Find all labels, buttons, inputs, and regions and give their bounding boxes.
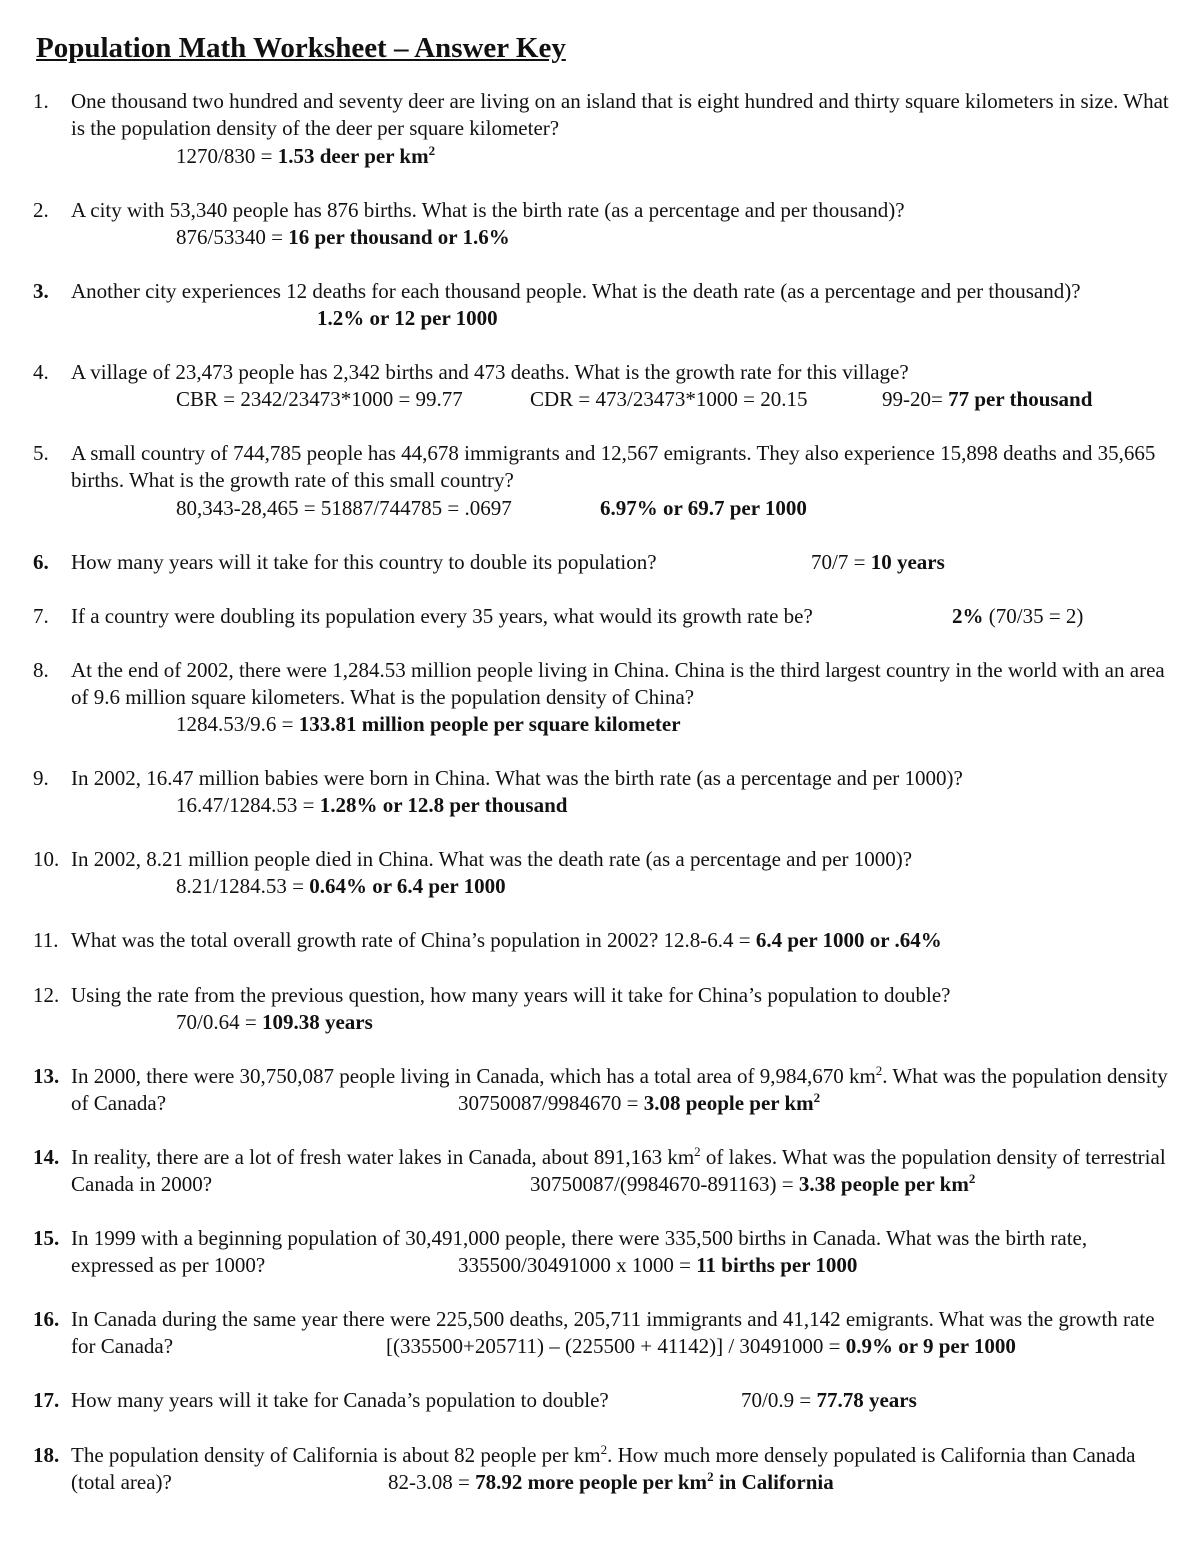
question-text: In 1999 with a beginning population of 30,491,000 people, there were 335,500 births in Canada. What was the birth rate, expressed as per 1000? bbox=[71, 1226, 1088, 1277]
answer-10 bbox=[176, 873, 506, 900]
question-number: 12. bbox=[33, 983, 60, 1007]
answer-value: 6.97% or 69.7 per 1000 bbox=[600, 496, 807, 520]
answer-superscript: 2 bbox=[428, 143, 436, 158]
answer-2 bbox=[176, 224, 510, 251]
answer-value: 1.53 deer per km bbox=[277, 144, 429, 168]
answer-work: (70/35 = 2) bbox=[983, 604, 1084, 628]
answer-superscript: 2 bbox=[707, 1469, 714, 1484]
answer-superscript: 2 bbox=[813, 1090, 821, 1105]
answer-9 bbox=[176, 792, 567, 819]
question-text: In 2000, there were 30,750,087 people living in Canada, which has a total area of 9,984,670 km bbox=[71, 1064, 876, 1088]
question-number: 3. bbox=[33, 279, 49, 303]
answer-value: 2% bbox=[952, 604, 984, 628]
answer-value: 133.81 million people per square kilometer bbox=[298, 712, 681, 736]
answer-work: 70/0.9 = bbox=[741, 1388, 817, 1412]
question-text: Using the rate from the previous question, how many years will it take for China’s population to double? bbox=[71, 983, 951, 1007]
answer-work: 99-20= bbox=[882, 387, 949, 411]
answer-value: 6.4 per 1000 or .64% bbox=[755, 928, 942, 952]
question-text: A village of 23,473 people has 2,342 births and 473 deaths. What is the growth rate for this village? bbox=[71, 360, 909, 384]
answer-6 bbox=[811, 549, 945, 576]
answer-work: 1270/830 = bbox=[176, 144, 278, 168]
answer-superscript: 2 bbox=[968, 1171, 976, 1186]
question-number: 15. bbox=[33, 1226, 60, 1250]
answer-tail: in California bbox=[713, 1470, 834, 1494]
answer-7 bbox=[952, 603, 1083, 630]
question-number: 10. bbox=[33, 847, 60, 871]
question-8 bbox=[33, 657, 1173, 711]
question-number: 14. bbox=[33, 1145, 60, 1169]
question-number: 18. bbox=[33, 1443, 60, 1467]
question-10 bbox=[33, 846, 1173, 873]
question-number: 16. bbox=[33, 1307, 60, 1331]
question-number: 9. bbox=[33, 766, 49, 790]
answer-work: 30750087/(9984670-891163) = bbox=[530, 1172, 799, 1196]
question-text-tail: of lakes. What was the population density of terrestrial Canada in 2000? bbox=[71, 1145, 1166, 1196]
answer-value: 11 births per 1000 bbox=[696, 1253, 858, 1277]
question-text: How many years will it take for Canada’s population to double? bbox=[71, 1388, 609, 1412]
answer-work: 80,343-28,465 = 51887/744785 = .0697 bbox=[176, 496, 512, 520]
question-text: Another city experiences 12 deaths for each thousand people. What is the death rate (as a percentage and per thousand)? bbox=[71, 279, 1081, 303]
answer-value: 1.28% or 12.8 per thousand bbox=[319, 793, 568, 817]
answer-value: 0.64% or 6.4 per 1000 bbox=[309, 874, 506, 898]
question-6 bbox=[33, 549, 1173, 576]
question-text: At the end of 2002, there were 1,284.53 million people living in China. China is the third largest country in the world with an area of 9.6 million square kilometers. What is the population density of China? bbox=[71, 658, 1165, 709]
question-text: A small country of 744,785 people has 44,678 immigrants and 12,567 emigrants. They also experience 15,898 deaths and 35,665 births. What is the growth rate of this small country? bbox=[71, 441, 1156, 492]
question-text-tail: . What was the population density of Canada? bbox=[71, 1064, 1168, 1115]
answer-work: 70/0.64 = bbox=[176, 1010, 262, 1034]
answer-work-cdr: CDR = 473/23473*1000 = 20.15 bbox=[530, 387, 808, 411]
answer-value: 77 per thousand bbox=[948, 387, 1093, 411]
answer-value: 109.38 years bbox=[261, 1010, 373, 1034]
question-text: If a country were doubling its population every 35 years, what would its growth rate be? bbox=[71, 604, 813, 628]
question-number: 11. bbox=[33, 928, 59, 952]
answer-work: 335500/30491000 x 1000 = bbox=[458, 1253, 697, 1277]
answer-18 bbox=[388, 1469, 834, 1496]
question-17 bbox=[33, 1387, 1173, 1414]
question-4 bbox=[33, 359, 1173, 386]
answer-13 bbox=[458, 1090, 820, 1117]
answer-work: 876/53340 = bbox=[176, 225, 289, 249]
question-text: In 2002, 8.21 million people died in China. What was the death rate (as a percentage and per 1000)? bbox=[71, 847, 913, 871]
answer-16 bbox=[386, 1333, 1016, 1360]
answer-value: 0.9% or 9 per 1000 bbox=[845, 1334, 1016, 1358]
question-9 bbox=[33, 765, 1173, 792]
answer-work: 8.21/1284.53 = bbox=[176, 874, 310, 898]
question-12 bbox=[33, 982, 1173, 1009]
question-number: 17. bbox=[33, 1388, 60, 1412]
answer-15 bbox=[458, 1252, 857, 1279]
answer-value: 10 years bbox=[870, 550, 945, 574]
question-text: In reality, there are a lot of fresh water lakes in Canada, about 891,163 km bbox=[71, 1145, 695, 1169]
answer-5-result bbox=[600, 495, 807, 522]
answer-value: 3.08 people per km bbox=[643, 1091, 814, 1115]
question-text: One thousand two hundred and seventy deer are living on an island that is eight hundred and thirty square kilometers in size. What is the population density of the deer per square kilometer? bbox=[71, 89, 1169, 140]
answer-work: 82-3.08 = bbox=[388, 1470, 476, 1494]
answer-value: 1.2% or 12 per 1000 bbox=[317, 306, 498, 330]
answer-value: 3.38 people per km bbox=[798, 1172, 969, 1196]
answer-5 bbox=[176, 495, 512, 522]
question-text: What was the total overall growth rate of China’s population in 2002? 12.8-6.4 = bbox=[71, 928, 756, 952]
answer-work: [(335500+205711) – (225500 + 41142)] / 30491000 = bbox=[386, 1334, 846, 1358]
answer-work: 1284.53/9.6 = bbox=[176, 712, 299, 736]
question-11 bbox=[33, 927, 1173, 954]
question-text: How many years will it take for this country to double its population? bbox=[71, 550, 657, 574]
superscript: 2 bbox=[600, 1442, 608, 1457]
question-5 bbox=[33, 440, 1173, 494]
answer-work: 70/7 = bbox=[811, 550, 871, 574]
answer-8 bbox=[176, 711, 681, 738]
page-title: Population Math Worksheet – Answer Key bbox=[36, 32, 566, 64]
question-text: In Canada during the same year there were 225,500 deaths, 205,711 immigrants and 41,142 emigrants. What was the growth rate for Canada? bbox=[71, 1307, 1155, 1358]
answer-3 bbox=[317, 305, 498, 332]
question-3 bbox=[33, 278, 1173, 305]
answer-value: 77.78 years bbox=[816, 1388, 917, 1412]
question-2 bbox=[33, 197, 1173, 224]
question-number: 4. bbox=[33, 360, 49, 384]
answer-work-cbr: CBR = 2342/23473*1000 = 99.77 bbox=[176, 387, 463, 411]
answer-value: 16 per thousand or 1.6% bbox=[288, 225, 510, 249]
answer-17 bbox=[741, 1387, 917, 1414]
answer-1 bbox=[176, 143, 435, 170]
answer-4 bbox=[176, 386, 463, 413]
answer-work: 30750087/9984670 = bbox=[458, 1091, 644, 1115]
answer-value: 78.92 more people per km bbox=[475, 1470, 708, 1494]
question-text: The population density of California is about 82 people per km bbox=[71, 1443, 601, 1467]
question-number: 5. bbox=[33, 441, 49, 465]
answer-work: 16.47/1284.53 = bbox=[176, 793, 320, 817]
question-number: 6. bbox=[33, 550, 49, 574]
question-text: In 2002, 16.47 million babies were born in China. What was the birth rate (as a percentage and per 1000)? bbox=[71, 766, 963, 790]
superscript: 2 bbox=[694, 1144, 701, 1159]
question-text: A city with 53,340 people has 876 births. What is the birth rate (as a percentage and per thousand)? bbox=[71, 198, 905, 222]
answer-4-result bbox=[882, 386, 1092, 413]
question-number: 13. bbox=[33, 1064, 60, 1088]
question-number: 2. bbox=[33, 198, 49, 222]
answer-4-cdr bbox=[530, 386, 807, 413]
question-number: 8. bbox=[33, 658, 49, 682]
answer-14 bbox=[530, 1171, 975, 1198]
answer-12 bbox=[176, 1009, 373, 1036]
question-number: 1. bbox=[33, 89, 49, 113]
question-number: 7. bbox=[33, 604, 49, 628]
question-text-tail: . How much more densely populated is California than Canada (total area)? bbox=[71, 1443, 1136, 1494]
superscript: 2 bbox=[875, 1063, 883, 1078]
question-1 bbox=[33, 88, 1173, 142]
